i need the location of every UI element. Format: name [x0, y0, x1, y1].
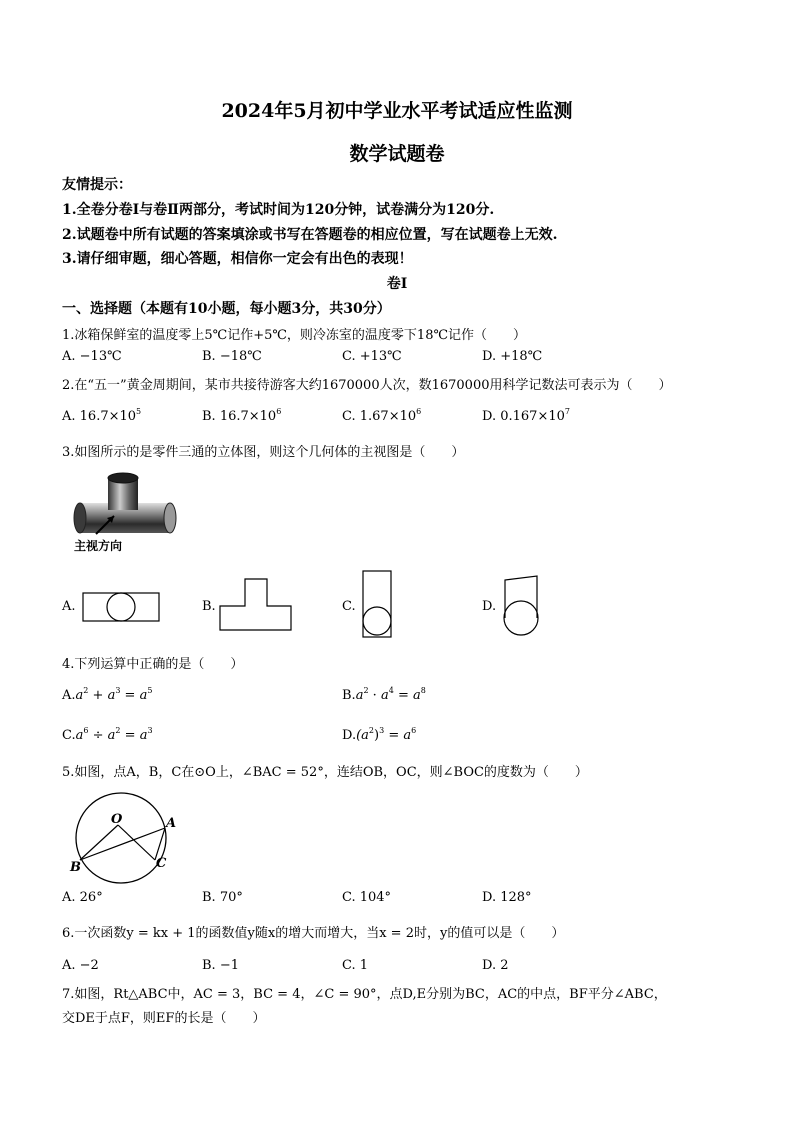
- q1-option-a: A. −13℃: [62, 349, 122, 364]
- q7-stem-line-2: 交DE于点F，则EF的长是（ ）: [62, 1011, 266, 1026]
- tips-heading: 友情提示：: [62, 177, 132, 193]
- point-c-label: C: [156, 856, 167, 871]
- q3-option-c-figure: [360, 570, 394, 640]
- q5-option-b: B. 70°: [202, 890, 243, 905]
- q5-option-d: D. 128°: [482, 890, 532, 905]
- exam-title: 2024年5月初中学业水平考试适应性监测: [221, 100, 573, 122]
- point-b-label: B: [70, 860, 81, 875]
- tips-line-3: 3.请仔细审题，细心答题，相信你一定会有出色的表现！: [62, 251, 413, 267]
- point-o-label: O: [111, 812, 123, 827]
- q3-option-c-label: C.: [342, 599, 356, 614]
- q4-option-c: $C.a^6 \div a^2 = a^3$: [62, 726, 153, 743]
- q2-option-c: C. $1.67\times 10^6$: [342, 407, 422, 424]
- q7-stem-line-1: 7.如图，Rt△ABC中，AC = 3，BC = 4，∠C = 90°，点D,E分别为BC，AC的中点，BF平分∠ABC，: [62, 987, 667, 1002]
- q3-option-b-label: B.: [202, 599, 216, 614]
- q3-stem: 3.如图所示的是零件三通的立体图，则这个几何体的主视图是（ ）: [62, 445, 465, 460]
- tips-line-2: 2.试题卷中所有试题的答案填涂或书写在答题卷的相应位置，写在试题卷上无效.: [62, 227, 558, 243]
- q2-option-a: A. $16.7\times 10^5$: [62, 407, 142, 424]
- q2-stem: 2.在“五一”黄金周期间，某市共接待游客大约1670000人次，数1670000用科学记数法可表示为（ ）: [62, 378, 672, 393]
- q5-stem: 5.如图，点A，B，C在⊙O上，∠BAC = 52°，连结OB，OC，则∠BOC的度数为（ ）: [62, 765, 588, 780]
- q2-option-d: D. $0.167\times 10^7$: [482, 407, 570, 424]
- q4-option-b: $B.a^2 \cdot a^4 = a^8$: [342, 686, 426, 703]
- view-direction-caption: 主视方向: [74, 539, 123, 553]
- q1-stem: 1.冰箱保鲜室的温度零上5℃记作+5℃，则冷冻室的温度零下18℃记作（ ）: [62, 328, 527, 343]
- q1-option-d: D. +18℃: [482, 349, 543, 364]
- q3-option-d-label: D.: [482, 599, 497, 614]
- q6-option-d: D. 2: [482, 958, 509, 973]
- tips-line-1: 1.全卷分卷Ⅰ与卷Ⅱ两部分，考试时间为120分钟，试卷满分为120分.: [62, 202, 495, 218]
- q3-option-d-figure: [499, 574, 543, 638]
- q3-option-a-label: A.: [62, 599, 76, 614]
- q5-option-c: C. 104°: [342, 890, 392, 905]
- q6-option-b: B. −1: [202, 958, 239, 973]
- q6-option-c: C. 1: [342, 958, 369, 973]
- volume-label: 卷Ⅰ: [386, 276, 408, 292]
- q1-option-c: C. +13℃: [342, 349, 402, 364]
- q1-option-b: B. −18℃: [202, 349, 262, 364]
- q4-option-a: $A.a^2 + a^3 = a^5$: [62, 686, 153, 703]
- exam-subtitle: 数学试题卷: [349, 143, 445, 165]
- section-heading: 一、选择题（本题有10小题，每小题3分，共30分）: [62, 301, 391, 317]
- q6-stem: 6.一次函数y = kx + 1的函数值y随x的增大而增大，当x = 2时，y的值可以是（ ）: [62, 926, 565, 941]
- q2-option-b: B. $16.7\times 10^6$: [202, 407, 282, 424]
- q5-option-a: A. 26°: [62, 890, 103, 905]
- point-a-label: A: [166, 816, 177, 831]
- q3-option-b-figure: [219, 578, 293, 632]
- q4-stem: 4.下列运算中正确的是（ ）: [62, 657, 244, 672]
- circle-figure: [66, 790, 196, 886]
- q4-option-d: $D.(a^2)^3 = a^6$: [342, 726, 417, 743]
- q3-option-a-figure: [82, 592, 162, 624]
- q6-option-a: A. −2: [62, 958, 99, 973]
